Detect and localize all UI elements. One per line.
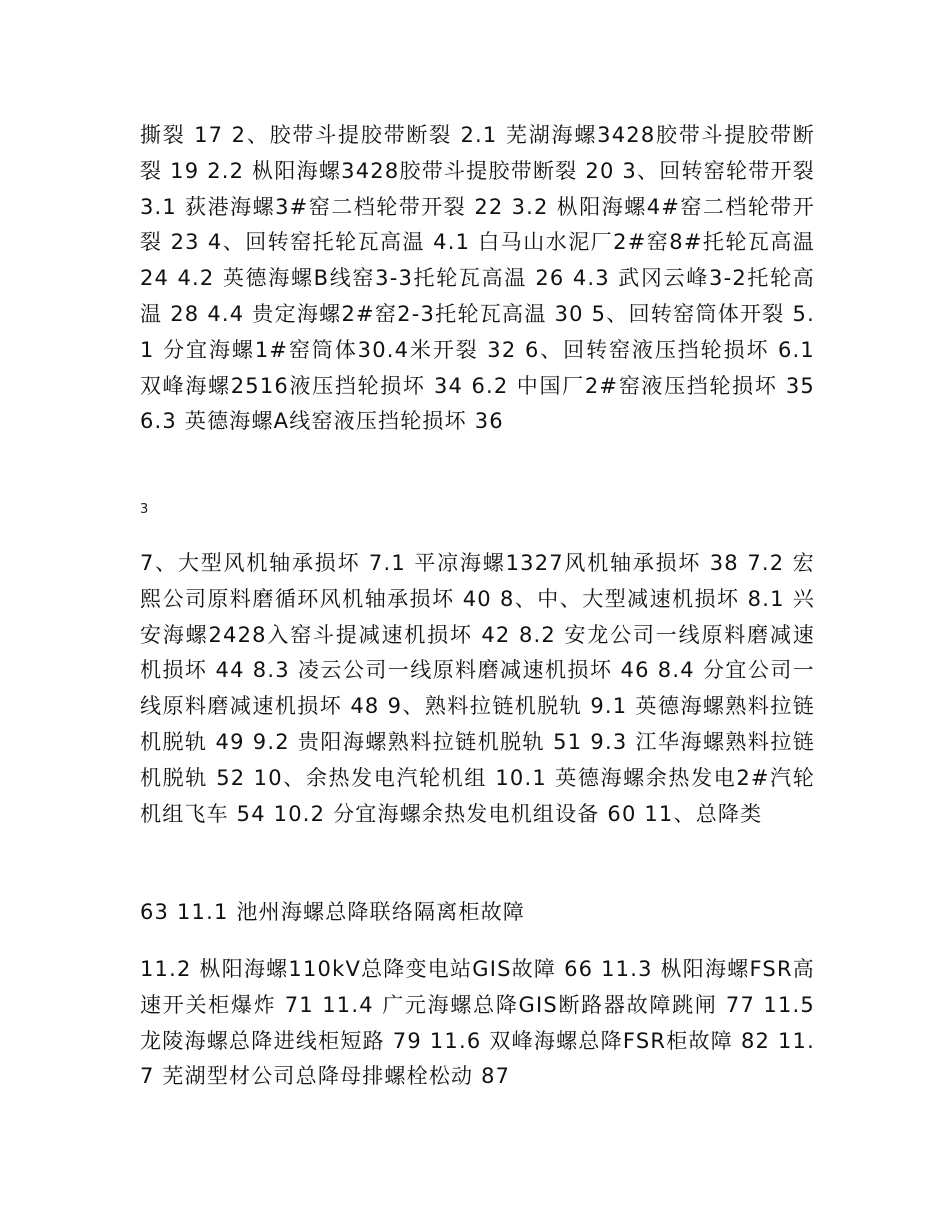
- page-number: 3: [140, 502, 149, 517]
- toc-paragraph-1: 撕裂 17 2、胶带斗提胶带断裂 2.1 芜湖海螺3428胶带斗提胶带断裂 19 2.2 枞阳海螺3428胶带斗提胶带断裂 20 3、回转窑轮带开裂 3.1 荻港海螺3#窑二档轮带开裂 22 3.2 枞阳海螺4#窑二档轮带开裂 23 4、回转窑托轮瓦高温 4.1 白马山水泥厂2#窑8#托轮瓦高温 24 4.2 英德海螺B线窑3-3托轮瓦高温 26 4.3 武冈云峰3-2托轮高温 28 4.4 贵定海螺2#窑2-3托轮瓦高温 30 5、回转窑筒体开裂 5.1 分宜海螺1#窑筒体30.4米开裂 32 6、回转窑液压挡轮损坏 6.1 双峰海螺2516液压挡轮损坏 34 6.2 中国厂2#窑液压挡轮损坏 35 6.3 英德海螺A线窑液压挡轮损坏 36: [140, 123, 815, 434]
- toc-paragraph-4: 11.2 枞阳海螺110kV总降变电站GIS故障 66 11.3 枞阳海螺FSR高速开关柜爆炸 71 11.4 广元海螺总降GIS断路器故障跳闸 77 11.5 龙陵海螺总降进线柜短路 79 11.6 双峰海螺总降FSR柜故障 82 11.7 芜湖型材公司总降母排螺栓松动 87: [140, 957, 815, 1089]
- toc-paragraph-2: 7、大型风机轴承损坏 7.1 平凉海螺1327风机轴承损坏 38 7.2 宏熙公司原料磨循环风机轴承损坏 40 8、中、大型减速机损坏 8.1 兴安海螺2428入窑斗提减速机损坏 42 8.2 安龙公司一线原料磨减速机损坏 44 8.3 凌云公司一线原料磨减速机损坏 46 8.4 分宜公司一线原料磨减速机损坏 48 9、熟料拉链机脱轨 9.1 英德海螺熟料拉链机脱轨 49 9.2 贵阳海螺熟料拉链机脱轨 51 9.3 江华海螺熟料拉链机脱轨 52 10、余热发电汽轮机组 10.1 英德海螺余热发电2#汽轮机组飞车 54 10.2 分宜海螺余热发电机组设备 60 11、总降类: [140, 551, 815, 826]
- toc-paragraph-3: 63 11.1 池州海螺总降联络隔离柜故障: [140, 900, 526, 924]
